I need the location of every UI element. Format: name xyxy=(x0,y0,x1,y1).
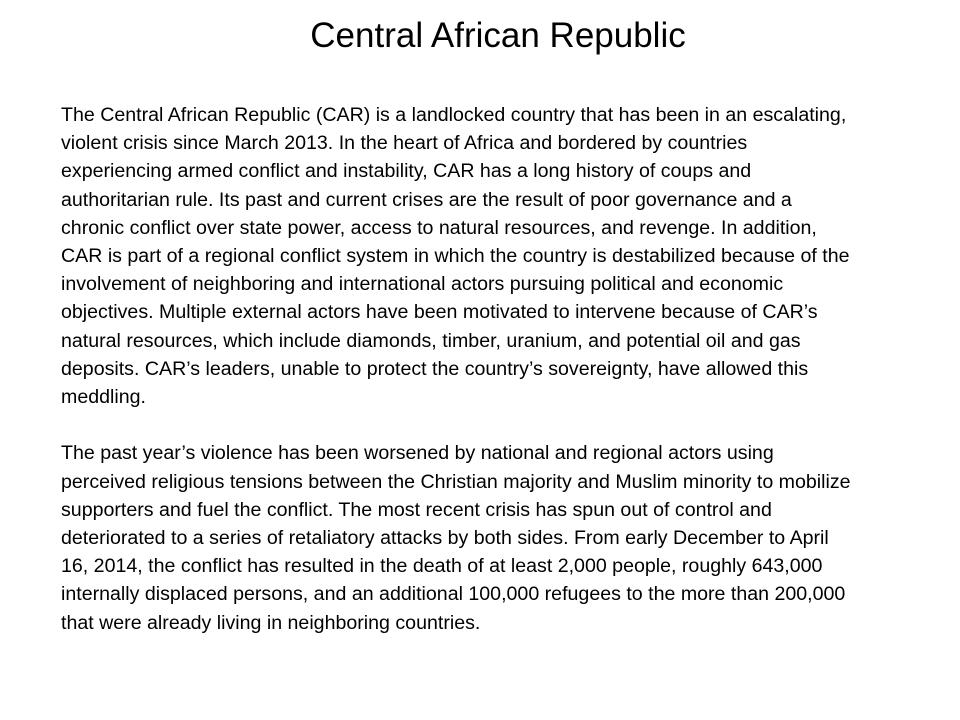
slide-title: Central African Republic xyxy=(310,16,686,55)
body-paragraph-2: The past year’s violence has been worsened by national and regional actors using perceived religious tensions between the Christian majority and Muslim minority to mobilize supporters and fuel the conflict. The most recent crisis has spun out of control and deteriorated to a series of retaliatory attacks by both sides. From early December to April 16, 2014, the conflict has resulted in the death of at least 2,000 people, roughly 643,000 internally displaced persons, and an additional 100,000 refugees to the more than 200,000 that were already living in neighboring countries. xyxy=(61,442,851,634)
slide-body xyxy=(61,101,851,637)
body-paragraph-1: The Central African Republic (CAR) is a landlocked country that has been in an escalating, violent crisis since March 2013. In the heart of Africa and bordered by countries experiencing armed conflict and instability, CAR has a long history of coups and authoritarian rule. Its past and current crises are the result of poor governance and a chronic conflict over state power, access to natural resources, and revenge. In addition, CAR is part of a regional conflict system in which the country is destabilized because of the involvement of neighboring and international actors pursuing political and economic objectives. Multiple external actors have been motivated to intervene because of CAR’s natural resources, which include diamonds, timber, uranium, and potential oil and gas deposits. CAR’s leaders, unable to protect the country’s sovereignty, have allowed this meddling. xyxy=(61,104,850,409)
